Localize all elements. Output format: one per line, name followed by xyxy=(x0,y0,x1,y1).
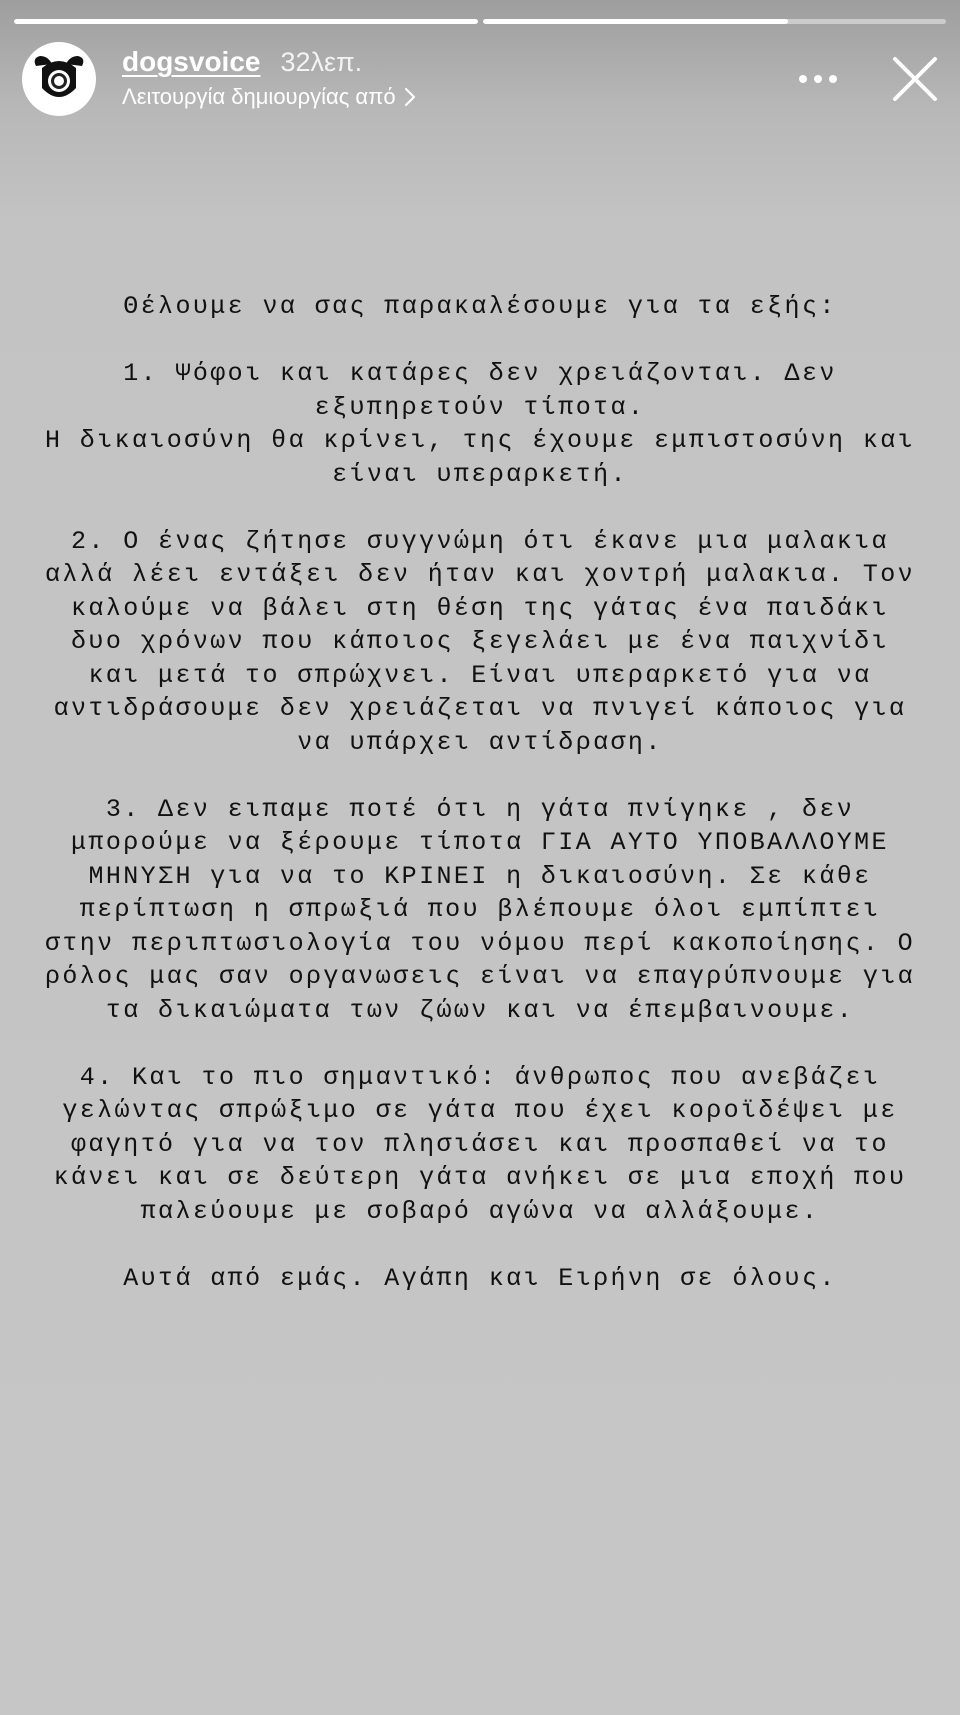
post-timestamp: 32λεπ. xyxy=(280,47,363,77)
point-3-paragraph: 3. Δεν ειπαμε ποτέ ότι η γάτα πνίγηκε , δεν μπορούμε να ξέρουμε τίποτα ΓΙΑ ΑΥΤΟ ΥΠΟΒΑΛΛΟΥΜΕ ΜΗΝΥΣΗ για να το ΚΡΙΝΕΙ η δικαιοσύνη. Σε κάθε περίπτωση η σπρωξιά που βλέπουμε όλοι εμπίπτει στην περιπτωσιολογία του νόμου περί κακοποίησης. Ο ρόλος μας σαν οργανωσεις είναι να επαγρύπνουμε για τα δικαιώματα των ζώων και να έπεμβαινουμε. xyxy=(44,794,916,1025)
progress-fill xyxy=(14,19,478,24)
progress-segment xyxy=(483,19,947,24)
point-2-paragraph: 2. Ο ένας ζήτησε συγγνώμη ότι έκανε μια μαλακια αλλά λέει εντάξει δεν ήταν και χοντρή μαλακια. Τον καλούμε να βάλει στη θέση της γάτας ένα παιδάκι δυο χρόνων που κάποιος ξεγελάει με ένα παιχνίδι και μετά το σπρώχνει. Είναι υπεραρκετό για να αντιδράσουμε δεν χρειάζεται να πνιγεί κάποιος για να υπάρχει αντίδραση. xyxy=(44,526,916,757)
more-options-button[interactable] xyxy=(796,64,840,94)
avatar[interactable] xyxy=(22,42,96,116)
create-mode-link[interactable] xyxy=(122,84,416,110)
progress-fill xyxy=(483,19,789,24)
closing-paragraph: Αυτά από εμάς. Αγάπη και Ειρήνη σε όλους. xyxy=(123,1263,837,1293)
story-header xyxy=(22,42,940,116)
progress-segment xyxy=(14,19,478,24)
dogsvoice-logo-icon xyxy=(28,48,90,110)
story-text xyxy=(22,290,938,1329)
create-mode-label: Λειτουργία δημιουργίας από xyxy=(122,84,396,109)
close-icon xyxy=(890,54,940,104)
close-button[interactable] xyxy=(890,54,940,104)
more-horizontal-icon xyxy=(798,74,838,84)
username-link[interactable]: dogsvoice xyxy=(122,46,261,77)
username-row xyxy=(122,46,416,78)
intro-paragraph: Θέλουμε να σας παρακαλέσουμε για τα εξής: xyxy=(123,292,837,321)
chevron-right-icon xyxy=(404,87,416,107)
point-1-paragraph: 1. Ψόφοι και κατάρες δεν χρειάζονται. Δεν εξυπηρετούν τίποτα. Η δικαιοσύνη θα κρίνει, της έχουμε εμπιστοσύνη και είναι υπεραρκετή. xyxy=(44,359,916,489)
user-info xyxy=(122,46,416,110)
story-progress-bar xyxy=(14,19,946,24)
point-4-paragraph: 4. Και το πιο σημαντικό: άνθρωπος που ανεβάζει γελώντας σπρώξιμο σε γάτα που έχει κοροϊδέψει με φαγητό για να τον πλησιάσει και προσπαθεί να το κάνει και σε δεύτερη γάτα ανήκει σε μια εποχή που παλεύουμε με σοβαρό αγώνα να αλλάξουμε. xyxy=(53,1062,907,1226)
